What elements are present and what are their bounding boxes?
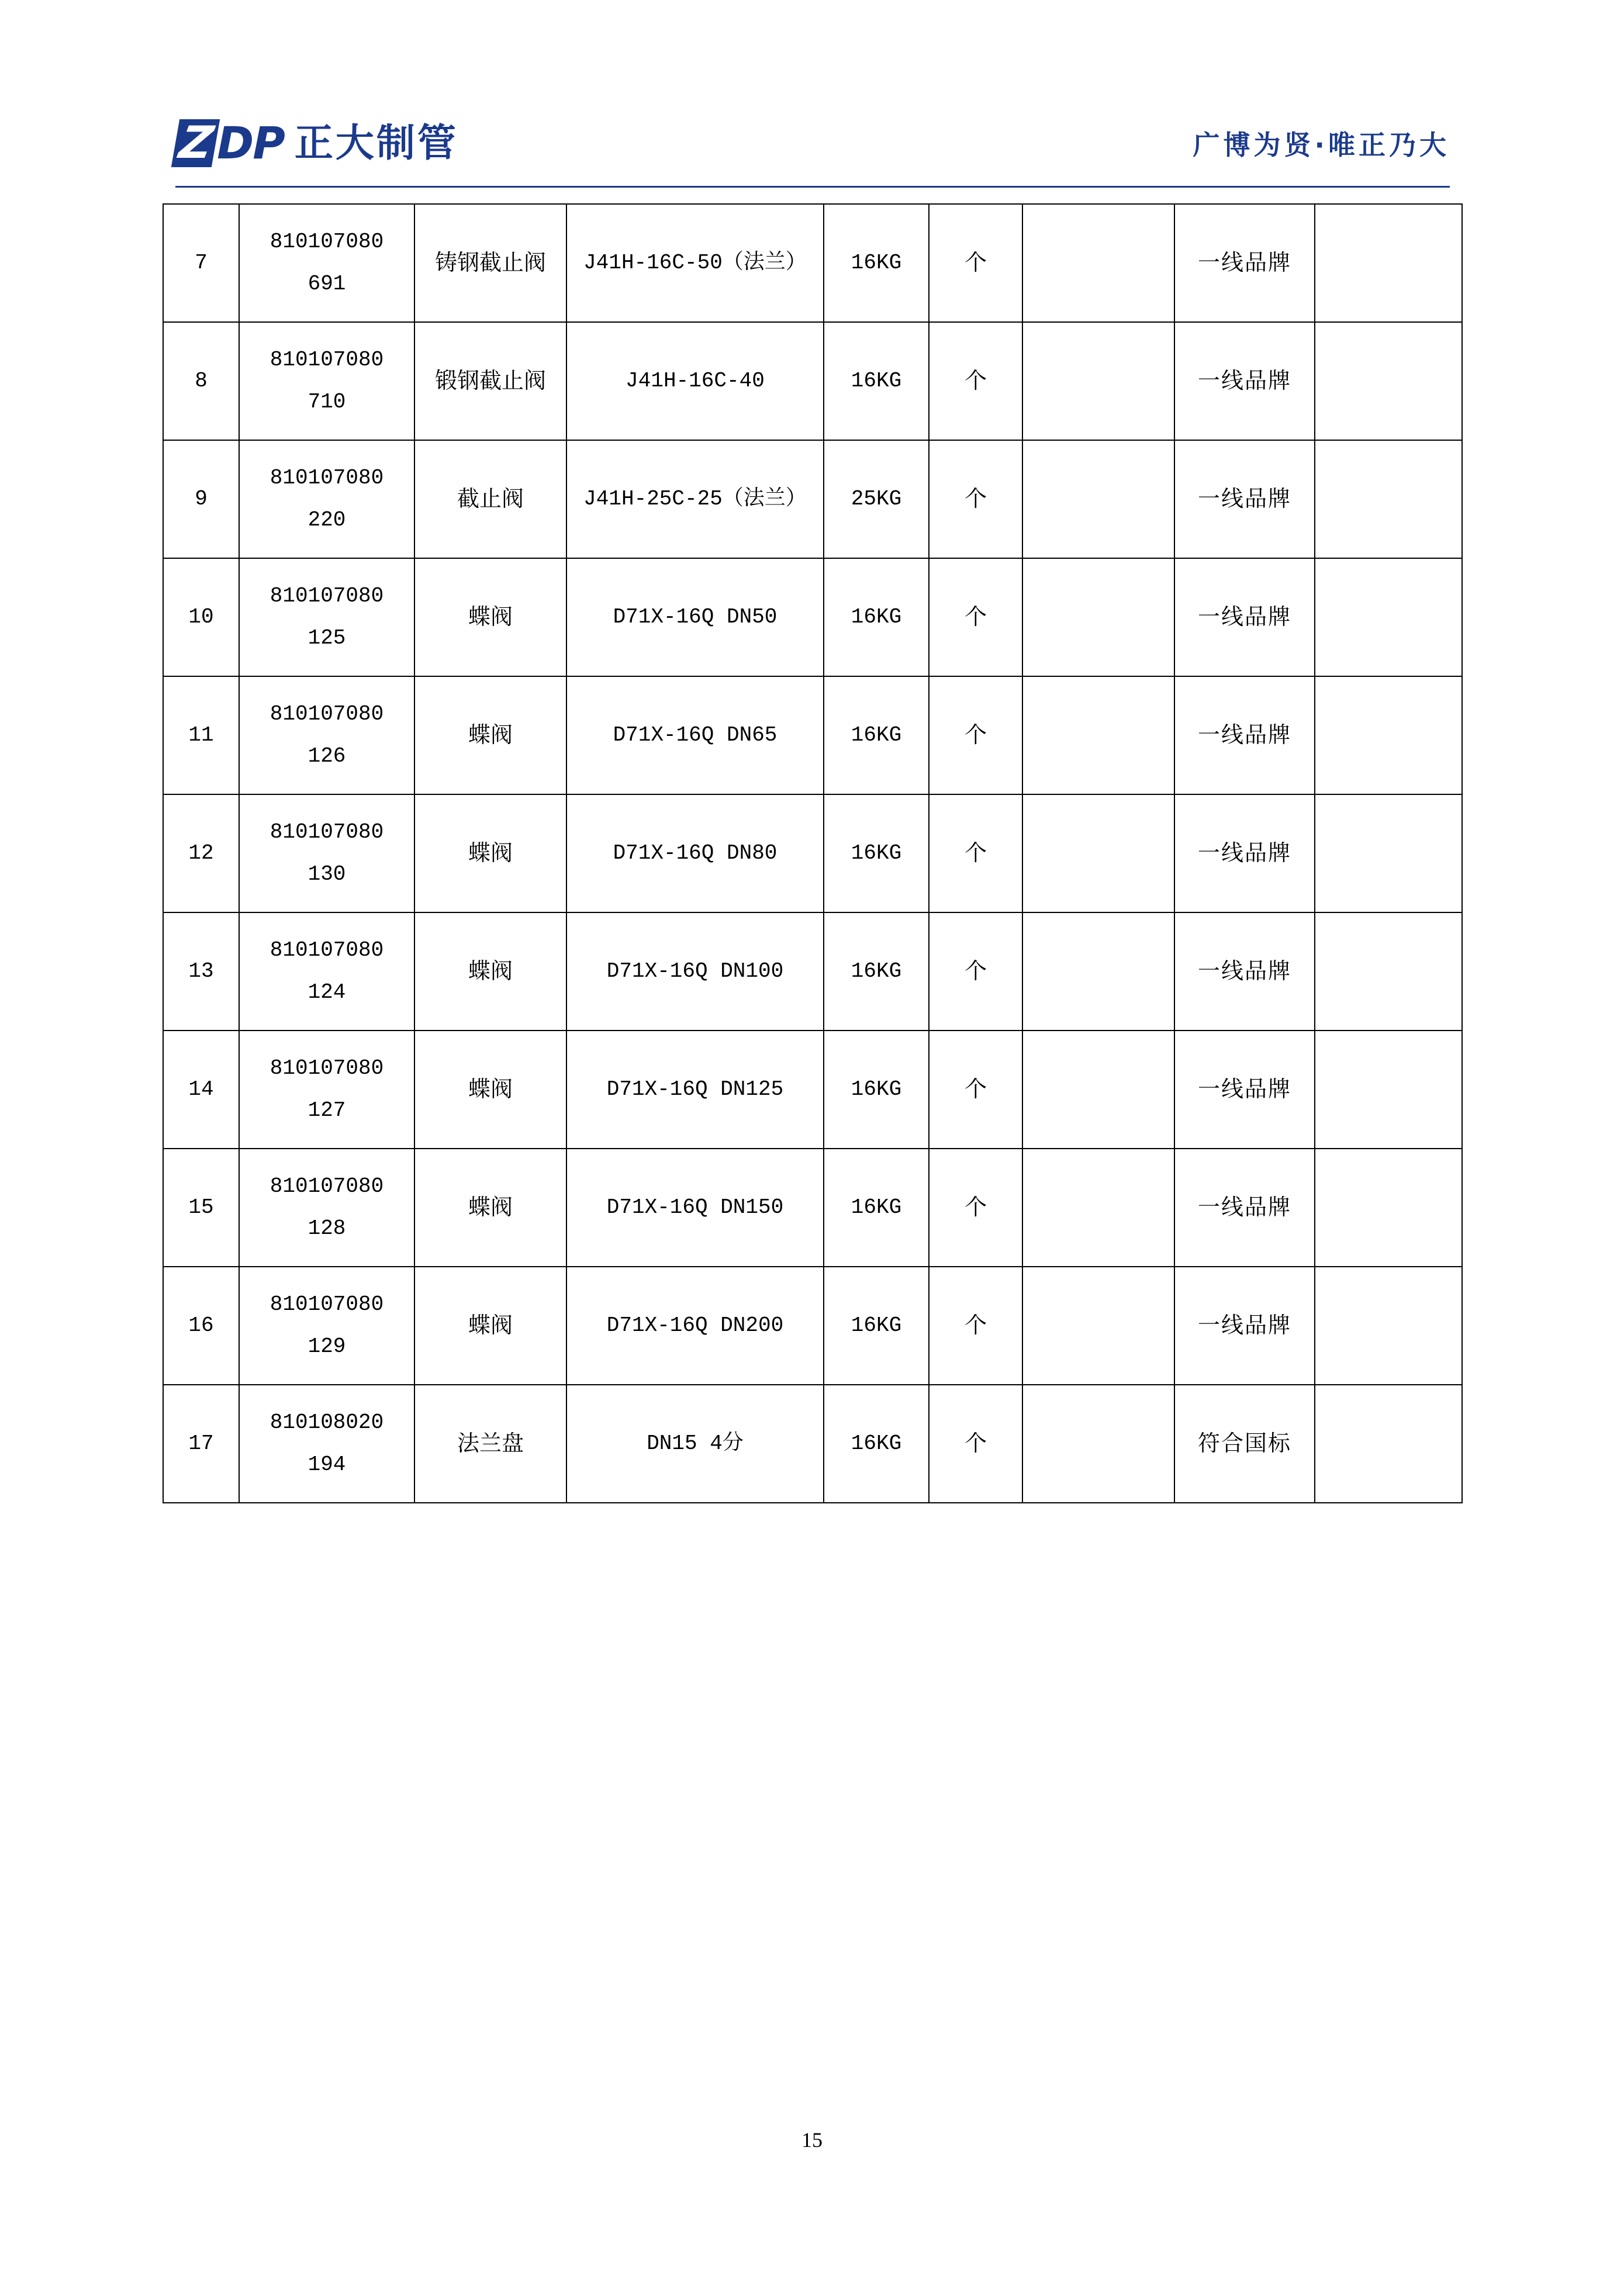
cell-note — [1315, 1385, 1462, 1503]
cell-unit: 个 — [929, 1031, 1022, 1149]
cell-qty — [1022, 1385, 1174, 1503]
cell-code-line1: 810107080 — [269, 1292, 384, 1316]
table-row — [163, 558, 1462, 676]
cell-name-text: 蝶阀 — [468, 1195, 513, 1220]
cell-code-line2: 125 — [307, 626, 346, 650]
cell-code-line1: 810107080 — [269, 702, 384, 726]
cell-qty — [1022, 1031, 1174, 1149]
cell-name-text: 蝶阀 — [468, 723, 513, 748]
cell-model-text: J41H-25C-25（法兰） — [583, 487, 807, 511]
cell-model-text: J41H-16C-50（法兰） — [583, 251, 807, 275]
cell-code — [239, 1385, 414, 1503]
cell-brand: 一线品牌 — [1174, 912, 1315, 1031]
logo-chinese-text: 正大制管 — [294, 120, 458, 165]
cell-code — [239, 558, 414, 676]
cell-code-line1: 810108020 — [269, 1410, 384, 1434]
cell-model-text: D71X-16Q DN150 — [606, 1195, 784, 1219]
cell-brand: 一线品牌 — [1174, 558, 1315, 676]
cell-name — [414, 322, 566, 440]
cell-index: 12 — [163, 794, 239, 912]
company-slogan: 广博为贤·唯正乃大 — [1193, 129, 1450, 161]
cell-model — [566, 322, 824, 440]
cell-unit: 个 — [929, 1149, 1022, 1267]
cell-index: 8 — [163, 322, 239, 440]
cell-pressure: 25KG — [824, 440, 929, 558]
cell-code-line1: 810107080 — [269, 1056, 384, 1080]
spec-table-body — [163, 204, 1462, 1503]
cell-name-text: 法兰盘 — [457, 1431, 524, 1456]
cell-brand: 一线品牌 — [1174, 204, 1315, 322]
cell-pressure: 16KG — [824, 204, 929, 322]
cell-model — [566, 1149, 824, 1267]
cell-model-text: J41H-16C-40 — [626, 369, 765, 393]
cell-unit: 个 — [929, 1385, 1022, 1503]
table-row — [163, 1267, 1462, 1385]
logo-z-badge: Z — [171, 119, 220, 167]
logo-dp-text: DP — [217, 117, 284, 169]
cell-note — [1315, 440, 1462, 558]
table-row — [163, 1031, 1462, 1149]
cell-model — [566, 676, 824, 794]
table-row — [163, 676, 1462, 794]
cell-note — [1315, 676, 1462, 794]
cell-code-line2: 710 — [307, 390, 346, 414]
cell-name-text: 锻钢截止阀 — [434, 369, 546, 393]
cell-model — [566, 558, 824, 676]
cell-qty — [1022, 912, 1174, 1031]
cell-name — [414, 1149, 566, 1267]
logo-latin-text — [175, 116, 284, 169]
cell-unit: 个 — [929, 1267, 1022, 1385]
cell-unit: 个 — [929, 440, 1022, 558]
cell-qty — [1022, 322, 1174, 440]
cell-code-line1: 810107080 — [269, 1174, 384, 1198]
cell-name-text: 蝶阀 — [468, 841, 513, 866]
cell-model-text: D71X-16Q DN200 — [606, 1313, 784, 1337]
cell-note — [1315, 912, 1462, 1031]
cell-name — [414, 1385, 566, 1503]
cell-code-line2: 126 — [307, 744, 346, 768]
table-row — [163, 1149, 1462, 1267]
table-row — [163, 322, 1462, 440]
spec-table — [163, 203, 1463, 1503]
cell-unit: 个 — [929, 794, 1022, 912]
cell-brand: 符合国标 — [1174, 1385, 1315, 1503]
company-logo — [175, 116, 458, 169]
cell-model — [566, 912, 824, 1031]
cell-pressure: 16KG — [824, 1031, 929, 1149]
table-row — [163, 440, 1462, 558]
cell-model-text: D71X-16Q DN100 — [606, 959, 784, 983]
cell-unit: 个 — [929, 558, 1022, 676]
cell-index: 7 — [163, 204, 239, 322]
cell-code — [239, 1149, 414, 1267]
cell-model-text: D71X-16Q DN125 — [606, 1077, 784, 1101]
cell-brand: 一线品牌 — [1174, 1267, 1315, 1385]
cell-code — [239, 1267, 414, 1385]
cell-index: 10 — [163, 558, 239, 676]
cell-code-line2: 194 — [307, 1453, 346, 1477]
cell-name — [414, 1031, 566, 1149]
table-row — [163, 1385, 1462, 1503]
page-number: 15 — [801, 2128, 823, 2152]
cell-code — [239, 322, 414, 440]
cell-note — [1315, 794, 1462, 912]
cell-note — [1315, 1149, 1462, 1267]
cell-qty — [1022, 1149, 1174, 1267]
cell-model — [566, 1267, 824, 1385]
cell-name-text: 蝶阀 — [468, 1313, 513, 1338]
cell-name — [414, 558, 566, 676]
cell-code-line1: 810107080 — [269, 466, 384, 490]
cell-qty — [1022, 558, 1174, 676]
page-header — [175, 111, 1450, 175]
cell-note — [1315, 1267, 1462, 1385]
cell-brand: 一线品牌 — [1174, 1031, 1315, 1149]
cell-index: 11 — [163, 676, 239, 794]
cell-model — [566, 794, 824, 912]
cell-note — [1315, 1031, 1462, 1149]
cell-model-text: D71X-16Q DN80 — [613, 841, 778, 865]
cell-code — [239, 1031, 414, 1149]
cell-code-line2: 129 — [307, 1334, 346, 1358]
table-row — [163, 912, 1462, 1031]
cell-name — [414, 440, 566, 558]
cell-model — [566, 204, 824, 322]
cell-code — [239, 204, 414, 322]
cell-model — [566, 440, 824, 558]
table-row — [163, 204, 1462, 322]
cell-name — [414, 676, 566, 794]
cell-name-text: 蝶阀 — [468, 605, 513, 630]
cell-index: 15 — [163, 1149, 239, 1267]
cell-code-line2: 130 — [307, 862, 346, 886]
cell-code — [239, 440, 414, 558]
table-row — [163, 794, 1462, 912]
cell-index: 17 — [163, 1385, 239, 1503]
cell-qty — [1022, 676, 1174, 794]
cell-qty — [1022, 440, 1174, 558]
cell-name — [414, 204, 566, 322]
cell-code — [239, 912, 414, 1031]
cell-note — [1315, 322, 1462, 440]
cell-index: 9 — [163, 440, 239, 558]
cell-pressure: 16KG — [824, 794, 929, 912]
spec-table-container — [163, 203, 1461, 1503]
cell-name — [414, 794, 566, 912]
cell-code-line1: 810107080 — [269, 230, 384, 254]
cell-brand: 一线品牌 — [1174, 676, 1315, 794]
cell-pressure: 16KG — [824, 558, 929, 676]
cell-pressure: 16KG — [824, 322, 929, 440]
cell-code — [239, 794, 414, 912]
cell-code-line1: 810107080 — [269, 938, 384, 962]
cell-unit: 个 — [929, 204, 1022, 322]
cell-name — [414, 1267, 566, 1385]
cell-pressure: 16KG — [824, 1385, 929, 1503]
cell-brand: 一线品牌 — [1174, 794, 1315, 912]
cell-name — [414, 912, 566, 1031]
cell-model-text: D71X-16Q DN65 — [613, 723, 778, 747]
cell-index: 13 — [163, 912, 239, 1031]
cell-unit: 个 — [929, 912, 1022, 1031]
cell-index: 16 — [163, 1267, 239, 1385]
cell-unit: 个 — [929, 322, 1022, 440]
cell-code-line2: 127 — [307, 1098, 346, 1122]
cell-pressure: 16KG — [824, 912, 929, 1031]
cell-brand: 一线品牌 — [1174, 1149, 1315, 1267]
cell-code-line1: 810107080 — [269, 348, 384, 372]
cell-model — [566, 1385, 824, 1503]
header-divider — [175, 186, 1450, 188]
cell-brand: 一线品牌 — [1174, 440, 1315, 558]
cell-note — [1315, 204, 1462, 322]
cell-qty — [1022, 794, 1174, 912]
cell-brand: 一线品牌 — [1174, 322, 1315, 440]
cell-code-line2: 128 — [307, 1216, 346, 1240]
cell-name-text: 蝶阀 — [468, 1077, 513, 1102]
cell-index: 14 — [163, 1031, 239, 1149]
cell-note — [1315, 558, 1462, 676]
cell-unit: 个 — [929, 676, 1022, 794]
cell-name-text: 截止阀 — [457, 487, 524, 511]
cell-code-line2: 691 — [307, 272, 346, 296]
cell-name-text: 铸钢截止阀 — [434, 251, 546, 275]
cell-code-line1: 810107080 — [269, 820, 384, 844]
cell-code — [239, 676, 414, 794]
cell-pressure: 16KG — [824, 1267, 929, 1385]
cell-code-line2: 124 — [307, 980, 346, 1004]
cell-code-line2: 220 — [307, 508, 346, 532]
cell-model-text: DN15 4分 — [647, 1431, 744, 1455]
cell-pressure: 16KG — [824, 1149, 929, 1267]
cell-code-line1: 810107080 — [269, 584, 384, 608]
cell-name-text: 蝶阀 — [468, 959, 513, 984]
cell-qty — [1022, 204, 1174, 322]
cell-model-text: D71X-16Q DN50 — [613, 605, 778, 629]
cell-qty — [1022, 1267, 1174, 1385]
cell-model — [566, 1031, 824, 1149]
cell-pressure: 16KG — [824, 676, 929, 794]
